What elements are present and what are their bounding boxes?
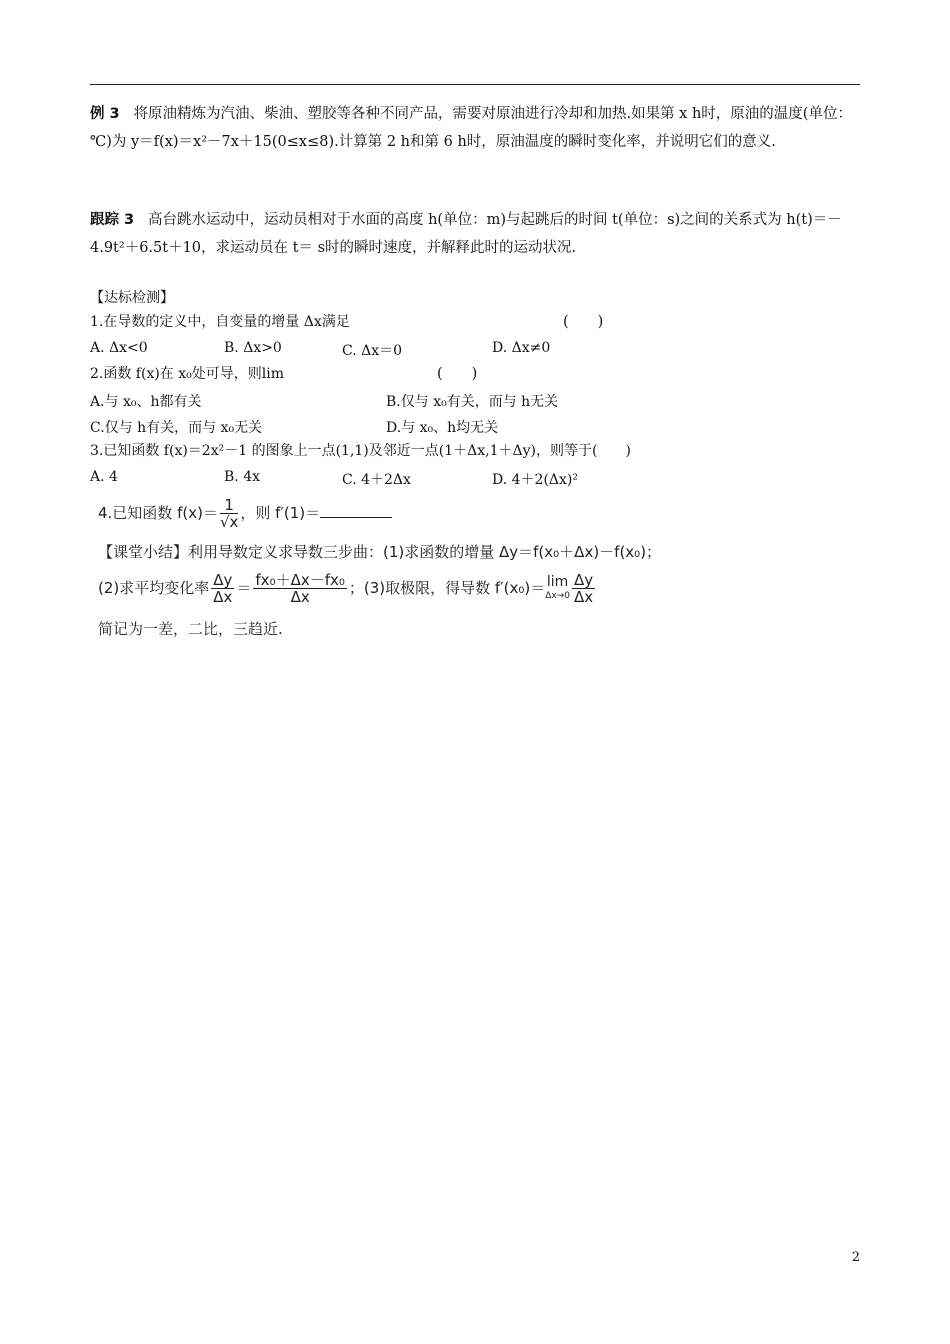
q1-stem: 1.在导数的定义中，自变量的增量 Δx满足 — [90, 314, 350, 330]
summary-lim-word: lim — [546, 573, 569, 590]
q4-fraction — [220, 497, 238, 530]
summary-eq: ＝ — [236, 579, 252, 597]
summary-frac-1 — [211, 572, 234, 605]
q4-frac-den: √x — [219, 513, 239, 531]
summary-lim-sub: Δx→0 — [545, 590, 570, 601]
summary-frac-2-num: fx₀＋Δx－fx₀ — [255, 571, 345, 589]
summary-frac-2 — [253, 572, 346, 605]
page-number: 2 — [851, 1250, 860, 1265]
q3-option-d: D. 4＋2(Δx)² — [492, 472, 578, 488]
summary-step2-label: (2)求平均变化率 — [98, 579, 210, 597]
summary-line-3: 简记为一差，二比，三趋近. — [98, 620, 283, 638]
summary-frac-3-num: Δy — [573, 571, 594, 589]
q1-option-a: A. Δx<0 — [90, 340, 148, 356]
q3-option-c: C. 4＋2Δx — [342, 472, 411, 488]
q2-stem: 2.函数 f(x)在 x₀处可导，则lim — [90, 366, 284, 382]
q4-frac-num: 1 — [220, 497, 238, 514]
header-rule — [90, 84, 860, 85]
followup-3 — [90, 206, 862, 262]
q1-option-b: B. Δx>0 — [224, 340, 282, 356]
q3-option-a: A. 4 — [90, 469, 118, 485]
q2-option-c: C.仅与 h有关，而与 x₀无关 — [90, 420, 263, 436]
followup-3-label: 跟踪 3 — [90, 212, 135, 228]
q1-answer-paren: ( ) — [563, 314, 604, 330]
example-3-text: 将原油精炼为汽油、柴油、塑胶等各种不同产品，需要对原油进行冷却和加热.如果第 x h时，原油的温度(单位：℃)为 y＝f(x)＝x²－7x＋15(0≤x≤8).计算第 2 h和第 6 h时，原油温度的瞬时变化率，并说明它们的意义. — [90, 106, 852, 150]
q2-option-d: D.与 x₀、h均无关 — [386, 420, 499, 436]
q3-option-b: B. 4x — [224, 469, 260, 485]
summary-limit — [545, 575, 570, 603]
summary-line-2 — [98, 566, 597, 610]
q2-answer-paren: ( ) — [437, 366, 478, 382]
example-3 — [90, 100, 862, 156]
q4-suffix: ，则 f′(1)＝ — [240, 504, 321, 522]
q4-prefix: 4.已知函数 f(x)＝ — [98, 504, 218, 522]
q2-option-a: A.与 x₀、h都有关 — [90, 394, 202, 410]
example-3-label: 例 3 — [90, 106, 120, 122]
followup-3-text: 高台跳水运动中，运动员相对于水面的高度 h(单位：m)与起跳后的时间 t(单位：s)之间的关系式为 h(t)＝－4.9t²＋6.5t＋10，求运动员在 t＝ s时的瞬时速度，并解释此时的运动状况. — [90, 212, 842, 256]
q4 — [98, 496, 392, 530]
q4-answer-blank — [320, 503, 392, 518]
summary-frac-3-den: Δx — [573, 588, 594, 606]
q3-stem: 3.已知函数 f(x)＝2x²－1 的图象上一点(1,1)及邻近一点(1＋Δx,1＋Δy)，则等于( ) — [90, 443, 631, 459]
summary-line-1: 【课堂小结】利用导数定义求导数三步曲：(1)求函数的增量 Δy＝f(x₀＋Δx)－f(x₀)； — [98, 543, 662, 561]
summary-step3: ；(3)取极限，得导数 f′(x₀)＝ — [348, 579, 546, 597]
q1-option-c: C. Δx＝0 — [342, 343, 403, 359]
summary-frac-1-num: Δy — [213, 571, 233, 589]
q1-option-d: D. Δx≠0 — [492, 340, 551, 356]
summary-frac-2-den: Δx — [290, 588, 310, 606]
summary-frac-1-den: Δx — [213, 588, 233, 606]
summary-frac-3 — [572, 572, 595, 605]
quiz-heading: 【达标检测】 — [90, 290, 174, 306]
q2-option-b: B.仅与 x₀有关，而与 h无关 — [386, 394, 559, 410]
